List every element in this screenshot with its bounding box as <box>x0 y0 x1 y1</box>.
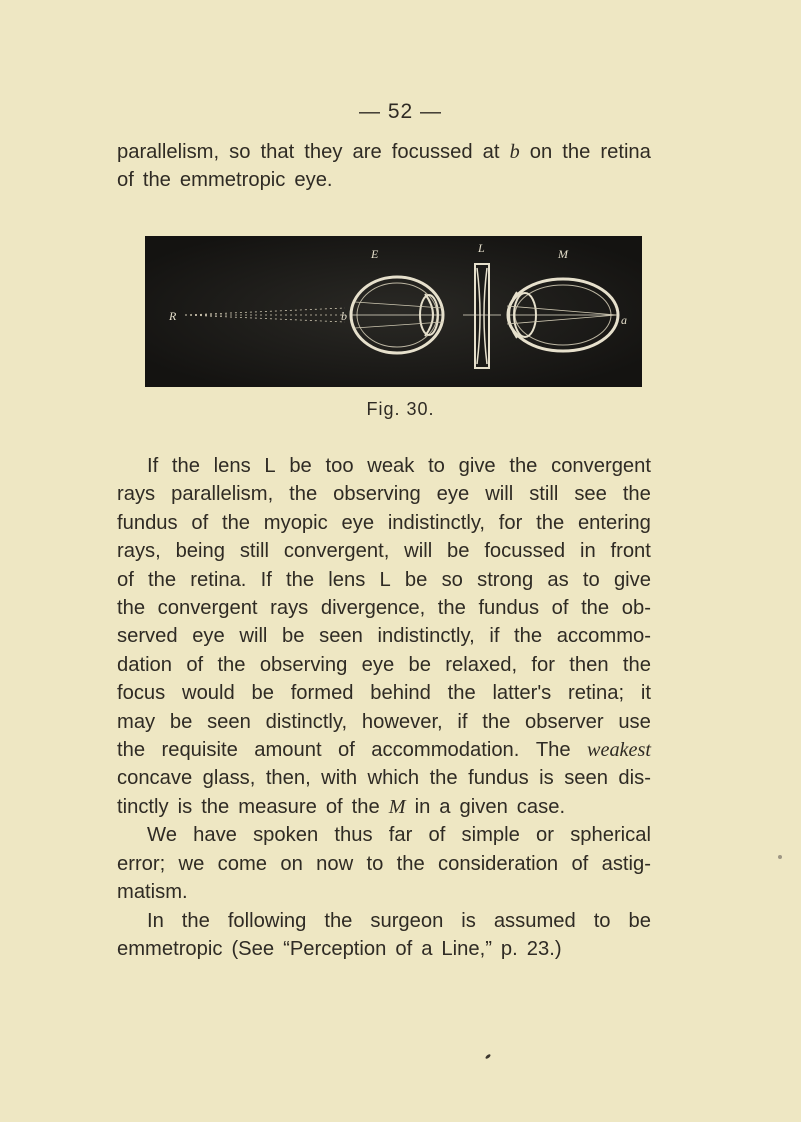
word: L <box>379 568 391 591</box>
word: rays <box>117 483 156 506</box>
word: the <box>536 511 565 534</box>
word: requisite <box>161 739 238 762</box>
text-line <box>117 537 651 565</box>
text-line <box>117 850 651 878</box>
word: observer <box>525 710 604 733</box>
word: see <box>574 483 607 506</box>
text-line <box>117 764 651 792</box>
word: come <box>217 852 268 875</box>
figure-caption: Fig. 30. <box>366 399 435 419</box>
word: tinctly <box>117 795 169 818</box>
word: ob- <box>621 597 651 620</box>
text-line <box>117 480 651 508</box>
word: M <box>388 795 406 818</box>
word: give <box>613 568 651 591</box>
word: lens <box>213 455 251 477</box>
word: the <box>514 625 543 648</box>
word: parallelism, <box>171 483 274 506</box>
word: given <box>459 795 508 818</box>
margin-mark <box>778 855 782 859</box>
intro-paragraph <box>117 138 651 195</box>
word: amount <box>254 739 322 762</box>
word: error; <box>117 852 166 875</box>
word: observing <box>333 483 421 506</box>
word: weak <box>367 455 415 477</box>
word: to <box>582 568 600 591</box>
word: the <box>437 597 466 620</box>
word: dation <box>117 653 173 676</box>
ink-smudge <box>485 1053 492 1059</box>
text-line <box>117 166 651 194</box>
eye-diagram <box>145 236 642 387</box>
label-L: L <box>478 241 485 255</box>
word: the <box>142 169 171 192</box>
word: L <box>264 455 276 477</box>
word: In <box>147 909 164 932</box>
word: retina <box>600 141 651 163</box>
word: fundus <box>478 597 540 620</box>
word: indistinctly, <box>387 511 486 534</box>
word: the <box>148 568 177 591</box>
word: be <box>282 625 305 648</box>
word: the <box>117 739 146 762</box>
word: the <box>221 511 251 534</box>
word: will <box>239 625 268 648</box>
word: focus <box>117 682 166 705</box>
word: so <box>229 141 251 163</box>
word: concave <box>117 767 193 790</box>
word: far <box>388 824 413 847</box>
word: is <box>539 767 554 790</box>
word: of <box>191 511 209 534</box>
word: entering <box>577 511 651 534</box>
text-line <box>117 594 651 622</box>
word: lens <box>328 568 366 591</box>
word: the <box>289 483 318 506</box>
label-b: b <box>341 309 347 323</box>
word: rays, <box>117 540 161 563</box>
word: rays <box>270 597 309 620</box>
word: Line,” <box>441 937 492 960</box>
word: of <box>395 937 413 960</box>
word: the <box>562 141 591 163</box>
word: the <box>181 909 210 932</box>
word: which <box>367 767 420 790</box>
word: the <box>581 597 610 620</box>
word: observing <box>259 653 348 676</box>
word: (See <box>231 937 275 960</box>
text-line <box>117 878 651 906</box>
word: for <box>531 653 555 676</box>
word: of <box>325 795 343 818</box>
figure-30-illustration <box>145 236 642 387</box>
word: myopic <box>263 511 328 534</box>
text-line <box>117 566 651 594</box>
word: be <box>169 710 193 733</box>
word: latter's <box>492 682 552 705</box>
word: parallelism, <box>117 141 220 163</box>
label-R: R <box>169 309 177 323</box>
word: of <box>551 597 569 620</box>
word: astig- <box>601 852 651 875</box>
word: seen <box>564 767 608 790</box>
word: still <box>239 540 269 563</box>
word: divergence, <box>320 597 426 620</box>
word: fundus <box>117 511 178 534</box>
label-M: M <box>558 247 568 261</box>
word: of <box>186 653 204 676</box>
word: convergent <box>551 455 651 477</box>
label-E: E <box>371 247 379 261</box>
word: the <box>117 597 146 620</box>
word: the <box>482 710 511 733</box>
word: in <box>579 540 596 563</box>
word: for <box>498 511 523 534</box>
word: the <box>396 852 425 875</box>
word: be <box>251 682 274 705</box>
word: 23.) <box>526 937 562 960</box>
word: If <box>147 455 159 477</box>
word: so <box>441 568 463 591</box>
word: retina; <box>568 682 625 705</box>
word: eye <box>341 511 375 534</box>
word: b <box>509 141 520 163</box>
text-line <box>117 708 651 736</box>
word: weakest <box>587 739 651 762</box>
text-line <box>117 793 651 821</box>
word: to <box>366 852 384 875</box>
word: on <box>529 141 553 163</box>
word: accommodation. <box>371 739 520 762</box>
word: the <box>351 795 380 818</box>
word: convergent <box>157 597 258 620</box>
word: served <box>117 625 178 648</box>
word: dis- <box>618 767 651 790</box>
label-a: a <box>621 313 627 327</box>
word: then, <box>265 767 311 790</box>
word: focussed <box>484 540 566 563</box>
text-line <box>117 821 651 849</box>
word: matism. <box>117 881 188 904</box>
word: of <box>338 739 355 762</box>
word: they <box>304 141 343 163</box>
word: will <box>485 483 514 506</box>
word: front <box>610 540 651 563</box>
text-line <box>117 736 651 764</box>
word: is <box>461 909 476 932</box>
word: the <box>171 455 200 477</box>
word: that <box>260 141 295 163</box>
word: to <box>593 909 611 932</box>
word: p. <box>500 937 518 960</box>
word: spherical <box>570 824 651 847</box>
word: the <box>201 795 230 818</box>
text-line <box>117 452 651 480</box>
word: too <box>325 455 354 477</box>
word: eye <box>436 483 470 506</box>
word: fundus <box>468 767 529 790</box>
word: be <box>628 909 651 932</box>
text-line <box>117 509 651 537</box>
word: case. <box>516 795 566 818</box>
word: emmetropic <box>179 169 286 192</box>
word: glass, <box>202 767 256 790</box>
word: will <box>404 540 433 563</box>
word: of <box>117 568 134 591</box>
word: “Perception <box>283 937 387 960</box>
word: would <box>182 682 235 705</box>
text-line <box>117 679 651 707</box>
word: convergent, <box>283 540 390 563</box>
word: it <box>640 682 651 705</box>
word: as <box>547 568 569 591</box>
word: surgeon <box>370 909 444 932</box>
word: accommo- <box>556 625 651 648</box>
text-line <box>117 138 651 166</box>
word: the <box>447 682 476 705</box>
word: seen <box>207 710 251 733</box>
body-paragraphs <box>117 452 651 963</box>
text-line <box>117 907 651 935</box>
word: then <box>569 653 609 676</box>
word: seen <box>319 625 363 648</box>
word: the <box>429 767 458 790</box>
word: spoken <box>253 824 319 847</box>
word: of <box>571 852 589 875</box>
word: or <box>536 824 554 847</box>
word: measure <box>238 795 317 818</box>
word: if <box>457 710 468 733</box>
word: assumed <box>493 909 576 932</box>
text-line <box>117 651 651 679</box>
word: relaxed, <box>445 653 518 676</box>
word: being <box>175 540 225 563</box>
word: If <box>260 568 272 591</box>
word: of <box>117 169 134 192</box>
word: formed <box>290 682 354 705</box>
word: The <box>535 739 571 762</box>
text-line <box>117 622 651 650</box>
word: consideration <box>438 852 559 875</box>
word: a <box>439 795 451 818</box>
word: may <box>117 710 156 733</box>
word: to <box>428 455 445 477</box>
word: have <box>193 824 237 847</box>
word: the <box>622 483 651 506</box>
word: the <box>509 455 538 477</box>
word: with <box>321 767 358 790</box>
word: focussed <box>391 141 473 163</box>
word: We <box>147 824 177 847</box>
text-line <box>117 935 651 963</box>
page-number: — 52 — <box>358 100 443 123</box>
word: be <box>289 455 312 477</box>
word: on <box>280 852 303 875</box>
word: be <box>447 540 470 563</box>
word: thus <box>334 824 373 847</box>
word: now <box>316 852 354 875</box>
word: the <box>622 653 651 676</box>
word: if <box>489 625 500 648</box>
word: give <box>458 455 496 477</box>
word: eye <box>361 653 395 676</box>
word: eye. <box>294 169 333 192</box>
word: emmetropic <box>117 937 223 960</box>
word: simple <box>461 824 520 847</box>
word: at <box>482 141 500 163</box>
word: are <box>352 141 382 163</box>
word: we <box>178 852 205 875</box>
word: in <box>414 795 431 818</box>
word: a <box>421 937 433 960</box>
word: use <box>618 710 651 733</box>
word: following <box>227 909 307 932</box>
word: retina. <box>190 568 247 591</box>
word: still <box>529 483 559 506</box>
word: be <box>408 653 431 676</box>
word: indistinctly, <box>377 625 475 648</box>
word: the <box>324 909 353 932</box>
word: is <box>177 795 193 818</box>
word: the <box>217 653 246 676</box>
word: eye <box>192 625 225 648</box>
word: distinctly, <box>265 710 348 733</box>
word: be <box>404 568 428 591</box>
word: however, <box>361 710 443 733</box>
word: of <box>428 824 446 847</box>
word: the <box>286 568 315 591</box>
word: behind <box>370 682 431 705</box>
word: strong <box>477 568 534 591</box>
